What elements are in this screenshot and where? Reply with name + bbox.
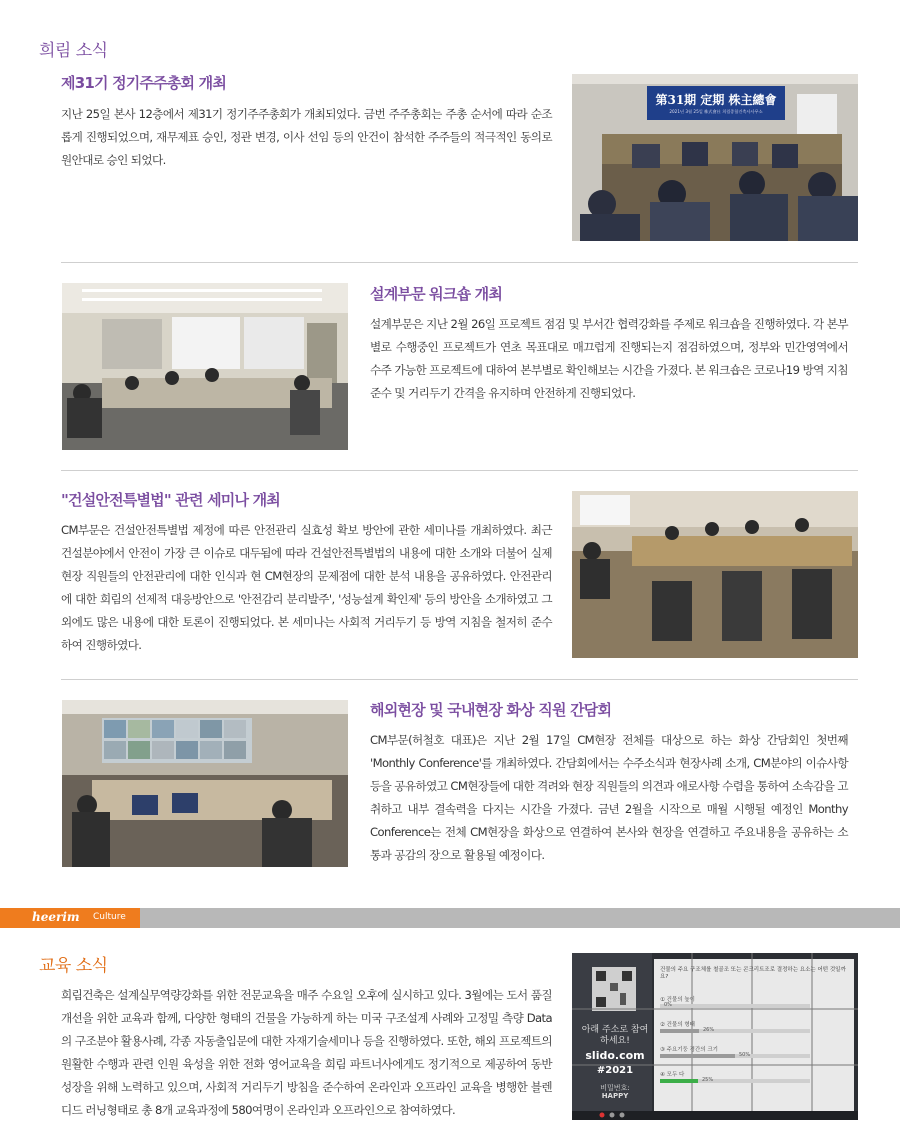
article-4-title: 해외현장 및 국내현장 화상 직원 간담회 [370, 701, 612, 719]
poll-options [660, 995, 850, 1095]
article-2-title: 설계부문 워크숍 개최 [370, 285, 503, 303]
slido-password-value: HAPPY [601, 1092, 629, 1100]
meeting-banner-title: 第31期 定期 株主總會 [655, 93, 777, 107]
article-1-body: 지난 25일 본사 12층에서 제31기 정기주주총회가 개최되었다. 금번 주주총회는 주총 순서에 따라 순조롭게 진행되었으며, 재무제표 승인, 정관 변경, 이사 선임 등의 안건이 참석한 주주들의 적극적인 동의로 원안대로 승인 되었다. [61, 107, 552, 167]
design-workshop-photo [62, 283, 348, 450]
poll-option-bar [660, 1079, 698, 1083]
poll-option [660, 1020, 850, 1045]
article-3-body: CM부문은 건설안전특별법 제정에 따른 안전관리 실효성 확보 방안에 관한 세미나를 개최하였다. 최근 건설분야에서 안전이 가장 큰 이슈로 대두됨에 따라 건설안전특별법의 내용에 대한 소개와 더불어 실제 현장 직원들의 안전관리에 대한 인식과 현 CM현장의 문제점에 대한 분석 내용을 공유하였다. 안전관리에 대한 희림의 선제적 대응방안으로 '안전감리 분리발주', '성능설계 확인제' 등의 방안을 소개하였고 그 외에도 많은 내용에 대한 토론이 진행되었다. 본 세미나는 사회적 거리두기 등 방역 지침을 철저히 준수하여 진행하였다. [61, 523, 552, 652]
poll-option-label: ③ 주요기둥 경간의 크기 [660, 1047, 718, 1053]
poll-option-percent: 26% [703, 1027, 715, 1033]
poll-option-bar [660, 1029, 699, 1033]
poll-option-label: ② 건물의 형태 [660, 1022, 695, 1028]
poll-question: 건물의 주요 구조체를 철골조 또는 콘크리트조로 결정하는 요소는 어떤 것일까요? [660, 967, 846, 980]
poll-option-percent: 0% [664, 1002, 672, 1008]
slido-site: slido.com [585, 1049, 645, 1062]
poll-option-bar [660, 1054, 735, 1058]
video-conference-photo [62, 700, 348, 867]
news-section-title: 희림 소식 [39, 41, 108, 61]
poll-option [660, 1070, 850, 1095]
slido-join-text [576, 1025, 654, 1047]
safety-seminar-photo [572, 491, 858, 658]
article-4-body: CM부문(허철호 대표)은 지난 2월 17일 CM현장 전체를 대상으로 하는 화상 간담회인 첫번째 'Monthly Conference'를 개최하였다. 간담회에서는 수주소식과 현장사례 소개, CM분야의 이슈사항 등을 공유하였고 CM현장들에 대한 격려와 현장 직원들의 의견과 애로사항 수렴을 통하여 소속감을 고취하고 내부 결속력을 다지는 시간을 가졌다. 금년 2월을 시작으로 매월 시행될 예정인 Monthy Conference는 전체 CM현장을 화상으로 연결하여 본사와 현장을 연결하고 주요내용을 공유하는 소통과 공감의 장으로 활용될 예정이다. [370, 733, 848, 862]
slido-join-line-2: 하세요! [600, 1036, 630, 1046]
divider [61, 470, 858, 471]
education-body: 희림건축은 설계실무역량강화를 위한 전문교육을 매주 수요일 오후에 실시하고 있다. 3월에는 도서 품질 개선을 위한 교육과 함께, 다양한 형태의 건물을 가능하게 하는 미국 구조설계 사례와 고정밀 측량 Data의 구조분야 활용사례, 각종 자동출입문에 대한 자재기술세미나 등을 진행하였다. 또한, 해외 프로젝트의 원활한 수행과 관련 인원 육성을 위한 전화 영어교육을 희림 파트너사에게도 정기적으로 제공하여 동반성장을 위해 노력하고 있으며, 사회적 거리두기 방침을 준수하여 온라인과 오프라인 교육을 병행한 블렌디드 러닝형태로 총 8개 교육과정에 580여명이 온라인과 오프라인으로 참여하였다. [61, 988, 552, 1117]
poll-option-track [660, 1004, 810, 1008]
slido-code: #2021 [596, 1065, 634, 1076]
divider [61, 679, 858, 680]
article-1-title: 제31기 정기주주총회 개최 [61, 74, 227, 92]
culture-banner [0, 908, 900, 928]
slido-password-label: 비밀번호: [600, 1084, 630, 1092]
article-3-title: "건설안전특별법" 관련 세미나 개최 [61, 491, 280, 509]
online-lecture-photo [572, 953, 858, 1120]
banner-subtitle: Culture [93, 912, 126, 922]
article-2-body: 설계부문은 지난 2월 26일 프로젝트 점검 및 부서간 협력강화를 주제로 워크숍을 진행하였다. 각 본부별로 수행중인 프로젝트가 연초 목표대로 매끄럽게 진행되는지 점검하였으며, 정부와 민간영역에서 수주 가능한 프로젝트에 대하여 본부별로 확인해보는 시간을 가졌다. 본 워크숍은 코로나19 방역 지침 준수 및 거리두기 간격을 유지하며 안전하게 진행되었다. [370, 317, 848, 400]
poll-option [660, 995, 850, 1020]
poll-option-label: ④ 모두 다 [660, 1072, 685, 1078]
poll-option-label: ① 건물의 높이 [660, 997, 695, 1003]
poll-option-percent: 25% [702, 1077, 714, 1083]
poll-option-percent: 50% [739, 1052, 751, 1058]
education-section-title: 교육 소식 [39, 956, 108, 976]
slido-join-line-1: 아래 주소로 참여 [581, 1025, 649, 1035]
meeting-banner-subtitle: 2021년 3월 25일 株式會社 희림종합건축사사무소 [669, 109, 763, 114]
divider [61, 262, 858, 263]
poll-option [660, 1045, 850, 1070]
shareholders-meeting-photo [572, 74, 858, 241]
banner-brand-logo: heerim [32, 910, 80, 924]
